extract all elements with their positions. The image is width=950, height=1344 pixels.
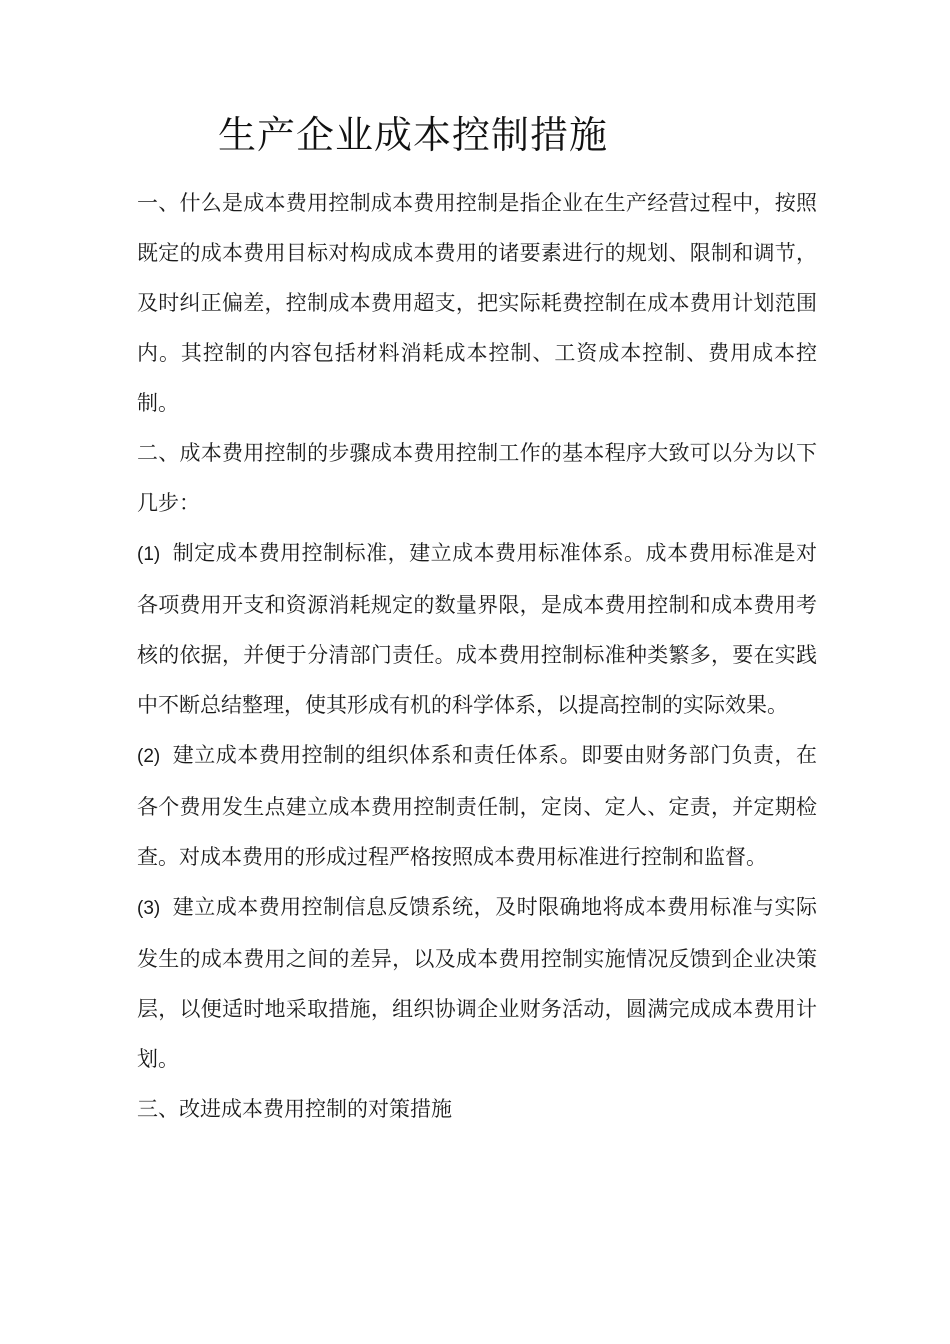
paragraph-step-3 — [137, 882, 817, 1084]
list-number: (1) — [137, 544, 161, 565]
paragraph-improvement-measures — [137, 1084, 817, 1134]
paragraph-text: 制定成本费用控制标准，建立成本费用标准体系。成本费用标准是对各项费用开支和资源消耗规定的数量界限，是成本费用控制和成本费用考核的依据，并便于分清部门责任。成本费用控制标准种类繁多，要在实践中不断总结整理，使其形成有机的科学体系，以提高控制的实际效果。 — [137, 541, 817, 717]
paragraph-text: 二、成本费用控制的步骤成本费用控制工作的基本程序大致可以分为以下几步： — [137, 441, 817, 515]
list-number: (3) — [137, 898, 161, 919]
paragraph-what-is-cost-control — [137, 178, 817, 428]
paragraph-text: 三、改进成本费用控制的对策措施 — [137, 1097, 452, 1121]
paragraph-step-2 — [137, 730, 817, 882]
paragraph-text: 建立成本费用控制的组织体系和责任体系。即要由财务部门负责，在各个费用发生点建立成本费用控制责任制，定岗、定人、定责，并定期检查。对成本费用的形成过程严格按照成本费用标准进行控制和监督。 — [137, 743, 817, 869]
paragraph-step-1 — [137, 528, 817, 730]
document-title: 生产企业成本控制措施 — [218, 113, 609, 157]
paragraph-text: 一、什么是成本费用控制成本费用控制是指企业在生产经营过程中，按照既定的成本费用目标对构成成本费用的诸要素进行的规划、限制和调节，及时纠正偏差，控制成本费用超支，把实际耗费控制在成本费用计划范围内。其控制的内容包括材料消耗成本控制、工资成本控制、费用成本控制。 — [137, 191, 817, 415]
paragraph-control-steps — [137, 428, 817, 528]
document-body — [137, 178, 817, 1134]
list-number: (2) — [137, 746, 161, 767]
paragraph-text: 建立成本费用控制信息反馈系统，及时限确地将成本费用标准与实际发生的成本费用之间的差异，以及成本费用控制实施情况反馈到企业决策层，以便适时地采取措施，组织协调企业财务活动，圆满完成成本费用计划。 — [137, 895, 817, 1071]
